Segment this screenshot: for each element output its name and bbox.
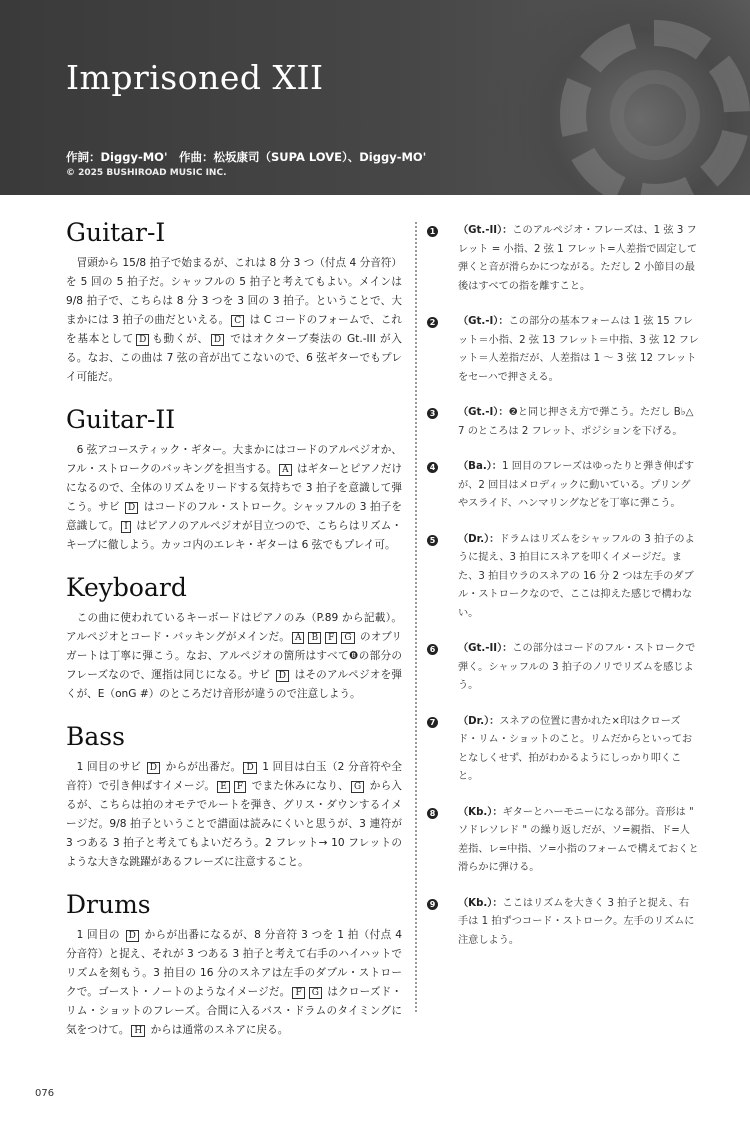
rehearsal-mark: G	[341, 632, 354, 644]
note-part: （Dr.）：	[458, 715, 500, 727]
note-body: この部分の基本フォームは 1 弦 15 フレット＝小指、2 弦 13 フレット＝中指、3 弦 12 フレット＝人差指だが、人差指は 1 〜 3 弦 12 フレットをセーハで押さえる。	[458, 316, 699, 383]
instrument-sections	[66, 218, 402, 1058]
rehearsal-mark: A	[279, 464, 292, 476]
note-number-badge: 5	[427, 535, 438, 546]
performance-note	[427, 895, 699, 951]
note-text	[458, 531, 699, 624]
performance-note	[427, 458, 699, 514]
rehearsal-mark: A	[292, 632, 305, 644]
column-divider	[415, 222, 417, 1012]
performance-note	[427, 404, 699, 441]
note-text	[458, 804, 699, 878]
section-body: この曲に使われているキーボードはピアノのみ（P.89 から記載）。アルペジオとコード・バッキングがメインだ。 A B F G のオブリガートは丁寧に弾こう。なお、アルペジオの箇所はすべて❽の部分のフレーズなので、運指は同じになる。サビ D はそのアルペジオを弾くが、E（onG #）のところだけ音形が違うので注意しよう。	[66, 612, 403, 700]
section-body: 1 回目のサビ D からが出番だ。 D 1 回目は白玉（2 分音符や全音符）で引き伸ばすイメージ。 E F でまた休みになり、 G から入るが、こちらは拍のオモテでルートを弾き、グリス・ダウンするイメージだ。9/8 拍子ということで譜面は読みにくいと思うが、3 連符が 3 つある 3 拍子と考えてもよいだろう。2 フレット→ 10 フレットのような大きな跳躍があるフレーズに注意すること。	[66, 761, 402, 868]
section-heading: Guitar-I	[66, 218, 166, 247]
note-number-badge: 7	[427, 717, 438, 728]
rehearsal-mark: D	[125, 502, 138, 514]
note-part: （Kb.）：	[458, 897, 503, 909]
rehearsal-mark: H	[131, 1025, 145, 1037]
note-text	[458, 222, 699, 296]
rehearsal-mark: D	[126, 930, 139, 942]
song-title: Imprisoned XII	[66, 58, 324, 97]
rehearsal-mark: D	[136, 334, 149, 346]
note-body: この部分はコードのフル・ストロークで弾く。シャッフルの 3 拍子のノリでリズムを感じよう。	[458, 643, 696, 691]
note-body: ここはリズムを大きく 3 拍子と捉え、右手は 1 拍ずつコード・ストローク。左手のリズムに注意しよう。	[458, 897, 695, 946]
rehearsal-mark: G	[351, 781, 364, 793]
section-guitar-1	[66, 218, 402, 387]
performance-note	[427, 531, 699, 624]
note-number-badge: 8	[427, 808, 438, 819]
note-text	[458, 713, 699, 787]
rehearsal-mark: G	[309, 987, 322, 999]
gear-hub-decoration-icon	[610, 70, 700, 160]
rehearsal-mark: D	[243, 762, 256, 774]
note-part: （Gt.-II）：	[458, 643, 513, 654]
note-part: （Gt.-I）：	[458, 407, 509, 418]
note-number-badge: 6	[427, 644, 438, 655]
note-number-badge: 2	[427, 317, 438, 328]
rehearsal-mark: D	[276, 670, 289, 682]
page-number: 076	[35, 1088, 55, 1099]
rehearsal-mark: D	[147, 762, 160, 774]
section-heading: Drums	[66, 890, 151, 919]
performance-note	[427, 222, 699, 296]
note-body: ドラムはリズムをシャッフルの 3 拍子のように捉え、3 拍目にスネアを叩くイメージだ。また、3 拍目ウラのスネアの 16 分 2 つは左手のダブル・ストロークなので、ここは抑えた感じで構わない。	[458, 533, 695, 619]
note-part: （Dr.）：	[458, 533, 500, 545]
song-credits: 作詞：Diggy-MO' 作曲：松坂康司（SUPA LOVE）、Diggy-MO'	[66, 150, 427, 164]
performance-note	[427, 713, 699, 787]
note-body: スネアの位置に書かれた×印はクローズド・リム・ショットのこと。リムだからといっておとなしくせず、拍がわかるようにしっかり叩くこと。	[458, 715, 693, 782]
note-body: 1 回目のフレーズはゆったりと弾き伸ばすが、2 回目はメロディックに動いている。プリングやスライド、ハンマリングなどを丁寧に弾こう。	[458, 461, 695, 509]
performance-note	[427, 640, 699, 696]
rehearsal-mark: D	[211, 334, 224, 346]
copyright: © 2025 BUSHIROAD MUSIC INC.	[66, 168, 227, 178]
section-body: 冒頭から 15/8 拍子で始まるが、これは 8 分 3 つ（付点 4 分音符）を 5 回の 5 拍子だ。シャッフルの 5 拍子と考えてもよい。メインは 9/8 拍子で、こちらは 8 分 3 つを 3 回の 3 拍子。ということで、大まかには 3 拍子の曲だといえる。 C は C コードのフォームで、これを基本として D も動くが、 D ではオクターブ奏法の Gt.-III が入る。なお、この曲は 7 弦の音が出てこないので、6 弦ギターでもプレイ可能だ。	[66, 257, 402, 383]
rehearsal-mark: B	[308, 632, 321, 644]
note-text	[458, 313, 699, 387]
rehearsal-mark: F	[234, 781, 246, 793]
rehearsal-mark: F	[325, 632, 337, 644]
section-heading: Keyboard	[66, 573, 187, 602]
note-number-badge: 4	[427, 462, 438, 473]
note-text	[458, 458, 699, 514]
rehearsal-mark: E	[217, 781, 230, 793]
rehearsal-mark: I	[121, 521, 131, 533]
performance-note	[427, 804, 699, 878]
performance-note	[427, 313, 699, 387]
section-heading: Guitar-II	[66, 405, 176, 434]
section-body: 1 回目の D からが出番になるが、8 分音符 3 つを 1 拍（付点 4 分音符）と捉え、それが 3 つある 3 拍子と考えて右手のハイハットでリズムを刻もう。3 拍目の 16 分のスネアは左手のダブル・ストロークで。ゴースト・ノートのようなイメージだ。 F G はクローズド・リム・ショットのフレーズ。合間に入るバス・ドラムのタイミングに気をつけて。 H からは通常のスネアに戻る。	[66, 929, 403, 1036]
section-body: 6 弦アコースティック・ギター。大まかにはコードのアルペジオか、フル・ストロークのバッキングを担当する。 A はギターとピアノだけになるので、全体のリズムをリードする気持ちで 3 拍子を意識して弾こう。サビ D はコードのフル・ストローク。シャッフルの 3 拍子を意識して。 I はピアノのアルペジオが目立つので、こちらはリズム・キープに徹しよう。カッコ内のエレキ・ギターは 6 弦でもプレイ可。	[66, 444, 403, 551]
note-body: ギターとハーモニーになる部分。音形は " ソドレソレド " の繰り返しだが、ソ=親指、ド=人差指、レ=中指、ソ=小指のフォームで構えておくと滑らかに弾ける。	[458, 806, 699, 873]
title-banner	[0, 0, 750, 195]
section-guitar-2	[66, 405, 402, 555]
note-part: （Gt.-I）：	[458, 316, 509, 327]
note-part: （Ba.）：	[458, 461, 502, 472]
performance-notes	[427, 218, 699, 967]
note-text	[458, 640, 699, 696]
note-part: （Gt.-II）：	[458, 225, 513, 236]
section-keyboard	[66, 573, 402, 704]
rehearsal-mark: C	[231, 315, 244, 327]
page-content	[0, 195, 750, 1058]
rehearsal-mark: F	[292, 987, 304, 999]
note-body: ❷と同じ押さえ方で弾こう。ただし B♭△ 7 のところは 2 フレット、ポジションを下げる。	[458, 407, 694, 437]
note-part: （Kb.）：	[458, 806, 503, 818]
note-number-badge: 9	[427, 899, 438, 910]
section-heading: Bass	[66, 722, 125, 751]
section-drums	[66, 890, 402, 1040]
note-body: このアルペジオ・フレーズは、1 弦 3 フレット = 小指、2 弦 1 フレット=人差指で固定して弾くと音が滑らかにつながる。ただし 2 小節目の最後はすべての指を離すこと。	[458, 225, 698, 292]
section-bass	[66, 722, 402, 872]
note-number-badge: 3	[427, 408, 438, 419]
note-number-badge: 1	[427, 226, 438, 237]
note-text	[458, 895, 699, 951]
note-text	[458, 404, 699, 441]
